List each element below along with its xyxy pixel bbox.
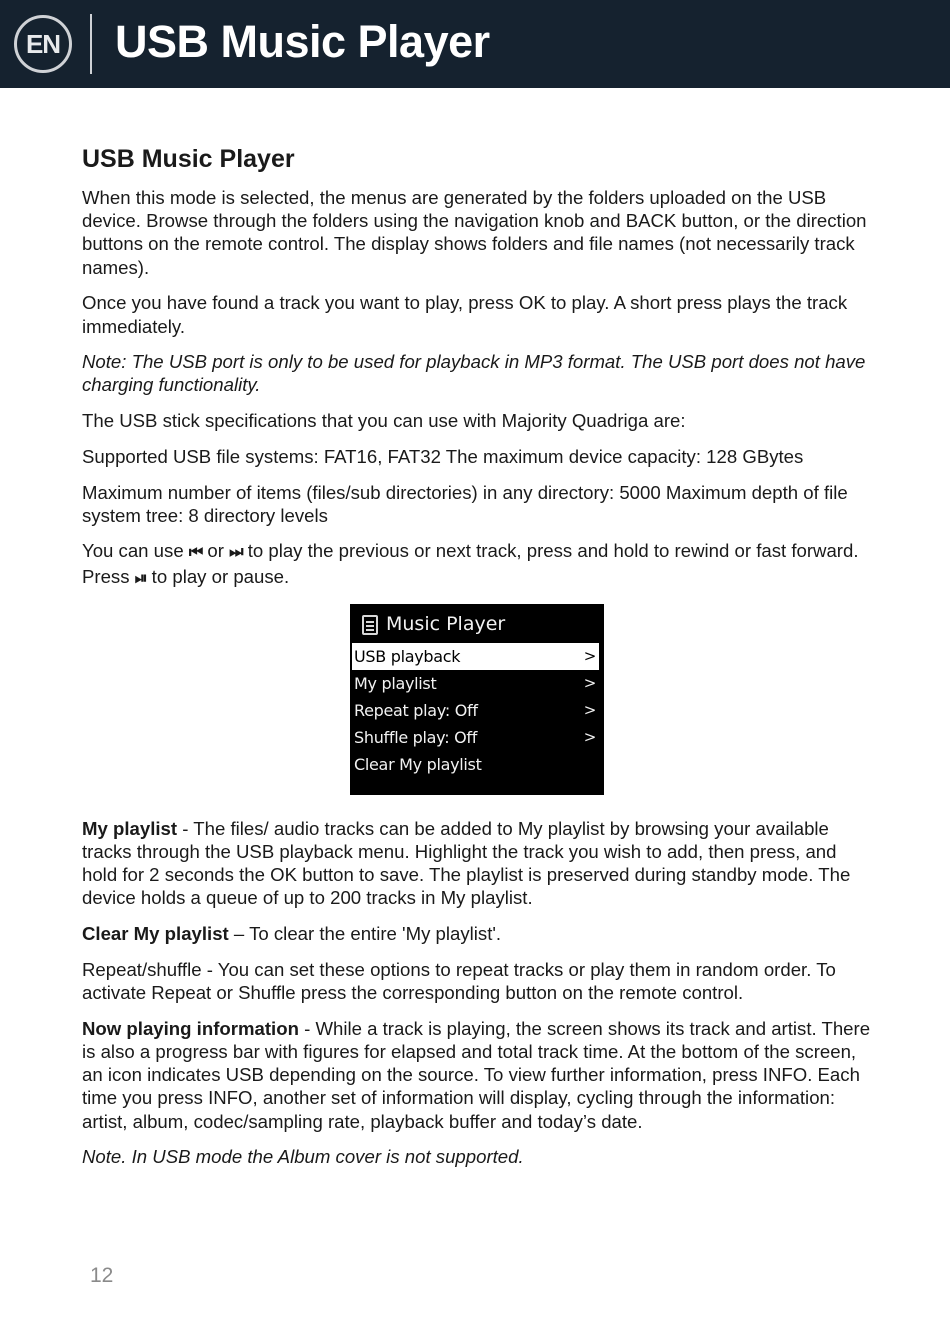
- menu-item-label: Shuffle play: Off: [354, 727, 478, 747]
- language-badge: EN: [14, 15, 72, 73]
- play-pause-icon: ⏯: [134, 569, 147, 587]
- music-player-screen: [350, 604, 604, 795]
- menu-item-label: My playlist: [354, 673, 437, 693]
- header-divider: [90, 14, 92, 74]
- screen-title-label: Music Player: [386, 613, 506, 636]
- paragraph-repeat-shuffle: Repeat/shuffle - You can set these options to repeat tracks or play them in random order. To activate Repeat or Shuffle press the corresponding button on the remote control.: [82, 958, 836, 1004]
- menu-item-label: USB playback: [354, 646, 461, 666]
- screen-title: [362, 610, 505, 640]
- controls-text-2: or: [202, 540, 230, 562]
- text-now-playing: - While a track is playing, the screen shows its track and artist. There is also a progress bar with figures for elapsed and total track time. At the bottom of the screen, an icon indicates USB depending on the source. To view further information, press INFO. Each time you press INFO, another set of information will display, cycling through the information: artist, album, codec/sampling rate, playback buffer and today’s date.: [82, 1017, 871, 1132]
- page-content: [82, 143, 872, 1181]
- next-track-icon: ⏭: [229, 544, 243, 562]
- chevron-right-icon: >: [583, 700, 596, 719]
- text-my-playlist: - The files/ audio tracks can be added to My playlist by browsing your available tracks through the USB playback menu. Highlight the track you wish to add, then press, and hold for 2 seconds the OK button to save. The playlist is preserved during standby mode. The device holds a queue of up to 200 tracks in My playlist.: [82, 817, 851, 909]
- chevron-right-icon: >: [583, 673, 596, 692]
- menu-item-clear-my-playlist[interactable]: [352, 751, 599, 778]
- page-number: 12: [90, 1264, 114, 1287]
- page-header: [0, 0, 950, 88]
- chevron-right-icon: >: [583, 646, 596, 665]
- controls-text-1: You can use: [82, 540, 189, 562]
- previous-track-icon: ⏮: [188, 544, 203, 562]
- paragraph-now-playing: [82, 1017, 872, 1133]
- note-usb-port: Note: The USB port is only to be used for playback in MP3 format. The USB port does not have charging functionality.: [82, 351, 866, 396]
- controls-text-3: to play the previous or next track, press and hold to rewind or fast forward. Press: [82, 540, 859, 587]
- text-clear-playlist: – To clear the entire 'My playlist'.: [228, 923, 502, 945]
- paragraph-file-systems: Supported USB file systems: FAT16, FAT32 The maximum device capacity: 128 GBytes: [82, 445, 804, 467]
- lead-now-playing: Now playing information: [82, 1017, 299, 1039]
- paragraph-clear-playlist: [82, 922, 872, 945]
- menu-item-shuffle-play[interactable]: [352, 724, 599, 751]
- lead-clear-playlist: Clear My playlist: [82, 923, 229, 945]
- menu-item-label: Repeat play: Off: [354, 700, 478, 720]
- music-player-menu: [352, 643, 599, 778]
- paragraph-usb-mode: When this mode is selected, the menus are generated by the folders uploaded on the USB device. Browse through the folders using the navigation knob and BACK button, or the direction buttons on the remote control. The display shows folders and file names (not necessarily track names).: [82, 187, 867, 278]
- menu-item-usb-playback[interactable]: [352, 643, 599, 670]
- controls-text-4: to play or pause.: [146, 565, 290, 587]
- paragraph-play-track: Once you have found a track you want to play, press OK to play. A short press plays the track immediately.: [82, 292, 848, 337]
- lead-my-playlist: My playlist: [82, 817, 178, 839]
- header-title: USB Music Player: [115, 16, 490, 67]
- paragraph-usb-specs-intro: The USB stick specifications that you can use with Majority Quadriga are:: [82, 410, 686, 432]
- menu-item-my-playlist[interactable]: [352, 670, 599, 697]
- note-album-cover: Note. In USB mode the Album cover is not supported.: [82, 1146, 524, 1168]
- menu-item-label: Clear My playlist: [354, 754, 482, 774]
- paragraph-max-items: Maximum number of items (files/sub directories) in any directory: 5000 Maximum depth of file system tree: 8 directory levels: [82, 481, 848, 526]
- chevron-right-icon: >: [583, 727, 596, 746]
- paragraph-my-playlist: [82, 817, 872, 910]
- list-icon: [362, 615, 378, 635]
- section-title: USB Music Player: [82, 145, 295, 173]
- menu-item-repeat-play[interactable]: [352, 697, 599, 724]
- paragraph-controls: [82, 539, 872, 589]
